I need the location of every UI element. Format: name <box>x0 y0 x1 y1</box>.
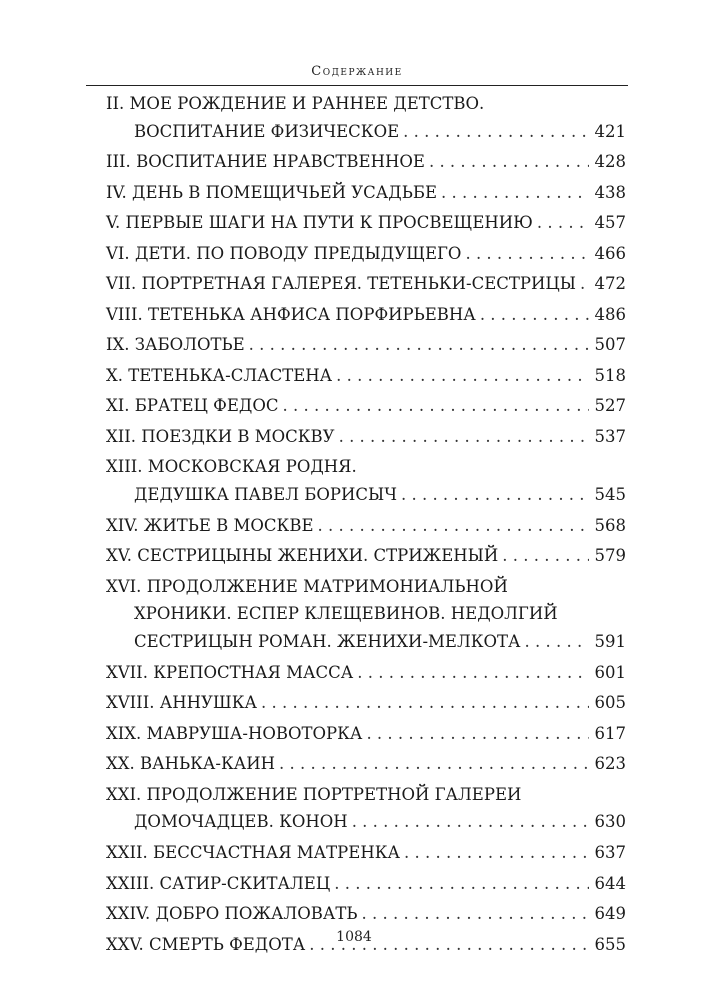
toc-page-number: 545 <box>594 485 626 505</box>
toc-page-number: 428 <box>594 152 626 172</box>
toc-entry-number: VIII. <box>106 304 143 324</box>
toc-entry-title: ДОМОЧАДЦЕВ. КОНОН <box>134 812 348 832</box>
toc-page-number: 466 <box>594 243 626 263</box>
toc-entry-number: II. <box>106 94 125 113</box>
dot-leader <box>357 661 588 685</box>
dot-leader <box>249 333 589 357</box>
toc-entry-title: САТИР-СКИТАЛЕЦ <box>159 873 331 893</box>
toc-entry-title: ПЕРВЫЕ ШАГИ НА ПУТИ К ПРОСВЕЩЕНИЮ <box>125 213 533 233</box>
toc-entry-title: МОСКОВСКАЯ РОДНЯ. <box>147 457 357 477</box>
toc-entry-number: VI. <box>106 243 130 263</box>
toc-page-number: 518 <box>594 365 626 385</box>
toc-entry-number: IV. <box>106 182 127 202</box>
toc-page-number: 605 <box>594 693 626 713</box>
dot-leader <box>336 364 588 388</box>
toc-page-number: 623 <box>594 754 626 774</box>
toc-entry-title: МОЕ РОЖДЕНИЕ И РАННЕЕ ДЕТСТВО. <box>129 94 485 113</box>
toc-entry-number: XVI. <box>106 576 142 596</box>
toc-entry-title: ПОЕЗДКИ В МОСКВУ <box>141 426 335 446</box>
toc-entry-title: ПОРТРЕТНАЯ ГАЛЕРЕЯ. ТЕТЕНЬКИ-СЕСТРИЦЫ <box>141 274 577 294</box>
toc-page-number: 527 <box>594 396 626 416</box>
toc-entry-number: XI. <box>106 396 130 416</box>
toc-entry-title: ПРОДОЛЖЕНИЕ МАТРИМОНИАЛЬНОЙ <box>146 576 508 596</box>
toc-page-number: 617 <box>594 723 626 743</box>
toc-entry-title: ДОБРО ПОЖАЛОВАТЬ <box>155 904 358 923</box>
dot-leader <box>502 544 588 568</box>
toc-page-number: 472 <box>594 274 626 294</box>
toc-entry-title: ВОСПИТАНИЕ ФИЗИЧЕСКОЕ <box>134 121 400 141</box>
dot-leader <box>429 150 589 174</box>
toc-entry-number: XIX. <box>106 723 142 743</box>
toc-page-number: 579 <box>594 546 626 566</box>
toc-entry-title: КРЕПОСТНАЯ МАССА <box>153 662 354 682</box>
dot-leader <box>441 181 589 205</box>
toc-page-number: 649 <box>594 904 626 923</box>
toc-page-number: 630 <box>594 812 626 832</box>
toc-entry-title: СЕСТРИЦЫН РОМАН. ЖЕНИХИ-МЕЛКОТА <box>134 632 521 652</box>
toc-entry-title: ТЕТЕНЬКА АНФИСА ПОРФИРЬЕВНА <box>147 304 476 324</box>
toc-entry-title: МАВРУША-НОВОТОРКА <box>146 723 363 743</box>
running-head: Содержание <box>311 64 403 79</box>
toc-entry-number: XXIII. <box>106 873 155 893</box>
dot-leader <box>366 722 588 746</box>
dot-leader <box>404 841 589 865</box>
toc-entry-number: XIV. <box>106 515 139 535</box>
toc-entry-title: ДЕНЬ В ПОМЕЩИЧЬЕЙ УСАДЬБЕ <box>132 182 437 202</box>
dot-leader <box>339 425 589 449</box>
header-rule <box>86 85 628 86</box>
dot-leader <box>352 810 589 834</box>
dot-leader <box>537 211 589 235</box>
toc-entry-title: ЖИТЬЕ В МОСКВЕ <box>143 515 314 535</box>
toc-entry-number: XVIII. <box>106 693 155 713</box>
toc-entry-title: БЕССЧАСТНАЯ МАТРЕНКА <box>153 843 400 862</box>
toc-entry-title: ЗАБОЛОТЬЕ <box>134 335 245 355</box>
toc-entry-title: СЕСТРИЦЫНЫ ЖЕНИХИ. СТРИЖЕНЫЙ <box>137 546 499 566</box>
dot-leader <box>282 394 588 418</box>
toc-entry-number: X. <box>106 365 123 385</box>
dot-leader <box>318 514 589 538</box>
dot-leader <box>261 691 588 715</box>
toc-entry-title: СМЕРТЬ ФЕДОТА <box>149 934 306 954</box>
toc-entry-title: ВАНЬКА-КАИН <box>140 754 276 774</box>
toc-entry-number: V. <box>106 213 121 233</box>
toc-entry-number: XXI. <box>106 784 142 804</box>
toc-entry-number: VII. <box>106 274 137 294</box>
toc-page-number: 568 <box>594 515 626 535</box>
toc-page-number: 507 <box>594 335 626 355</box>
toc-entry-title: ПРОДОЛЖЕНИЕ ПОРТРЕТНОЙ ГАЛЕРЕИ <box>146 784 522 804</box>
dot-leader <box>403 120 588 144</box>
toc-entry-number: XX. <box>106 754 135 774</box>
toc-entry-number: IX. <box>106 335 130 355</box>
dot-leader <box>279 752 588 776</box>
toc-page-number: 591 <box>594 632 626 652</box>
toc-entry-title: ДЕТИ. ПО ПОВОДУ ПРЕДЫДУЩЕГО <box>134 243 462 263</box>
dot-leader <box>580 272 588 296</box>
toc-entry-number: XXII. <box>106 843 148 862</box>
toc-page-number: 601 <box>594 662 626 682</box>
toc-entry-number: XII. <box>106 426 137 446</box>
toc-page-number: 537 <box>594 426 626 446</box>
toc-page-number: 421 <box>594 121 626 141</box>
toc-page-number: 438 <box>594 182 626 202</box>
toc-page-number: 637 <box>594 843 626 862</box>
toc-entry-title: ДЕДУШКА ПАВЕЛ БОРИСЫЧ <box>134 485 397 505</box>
toc-entry-number: III. <box>106 152 131 172</box>
toc-page-number: 644 <box>594 873 626 893</box>
toc-page-number: 457 <box>594 213 626 233</box>
dot-leader <box>361 902 588 926</box>
toc-entry-number: XXIV. <box>106 904 151 923</box>
toc-entry-title: ХРОНИКИ. ЕСПЕР КЛЕЩЕВИНОВ. НЕДОЛГИЙ <box>134 604 558 624</box>
toc-entry-number: XV. <box>106 546 133 566</box>
toc-entry-title: ТЕТЕНЬКА-СЛАСТЕНА <box>128 365 333 385</box>
page-number: 1084 <box>336 929 372 945</box>
dot-leader <box>525 630 589 654</box>
toc-entry-number: XXV. <box>106 934 144 954</box>
toc-page-number: 655 <box>594 934 626 954</box>
dot-leader <box>480 303 589 327</box>
dot-leader <box>401 483 589 507</box>
toc-entry-title: ВОСПИТАНИЕ НРАВСТВЕННОЕ <box>136 152 425 172</box>
dot-leader <box>465 242 588 266</box>
toc-page-number: 486 <box>594 304 626 324</box>
toc-entry-title: АННУШКА <box>159 693 258 713</box>
toc-entry-number: XVII. <box>106 662 148 682</box>
toc-entry-number: XIII. <box>106 457 143 477</box>
toc-entry-title: БРАТЕЦ ФЕДОС <box>134 396 279 416</box>
dot-leader <box>334 872 588 896</box>
